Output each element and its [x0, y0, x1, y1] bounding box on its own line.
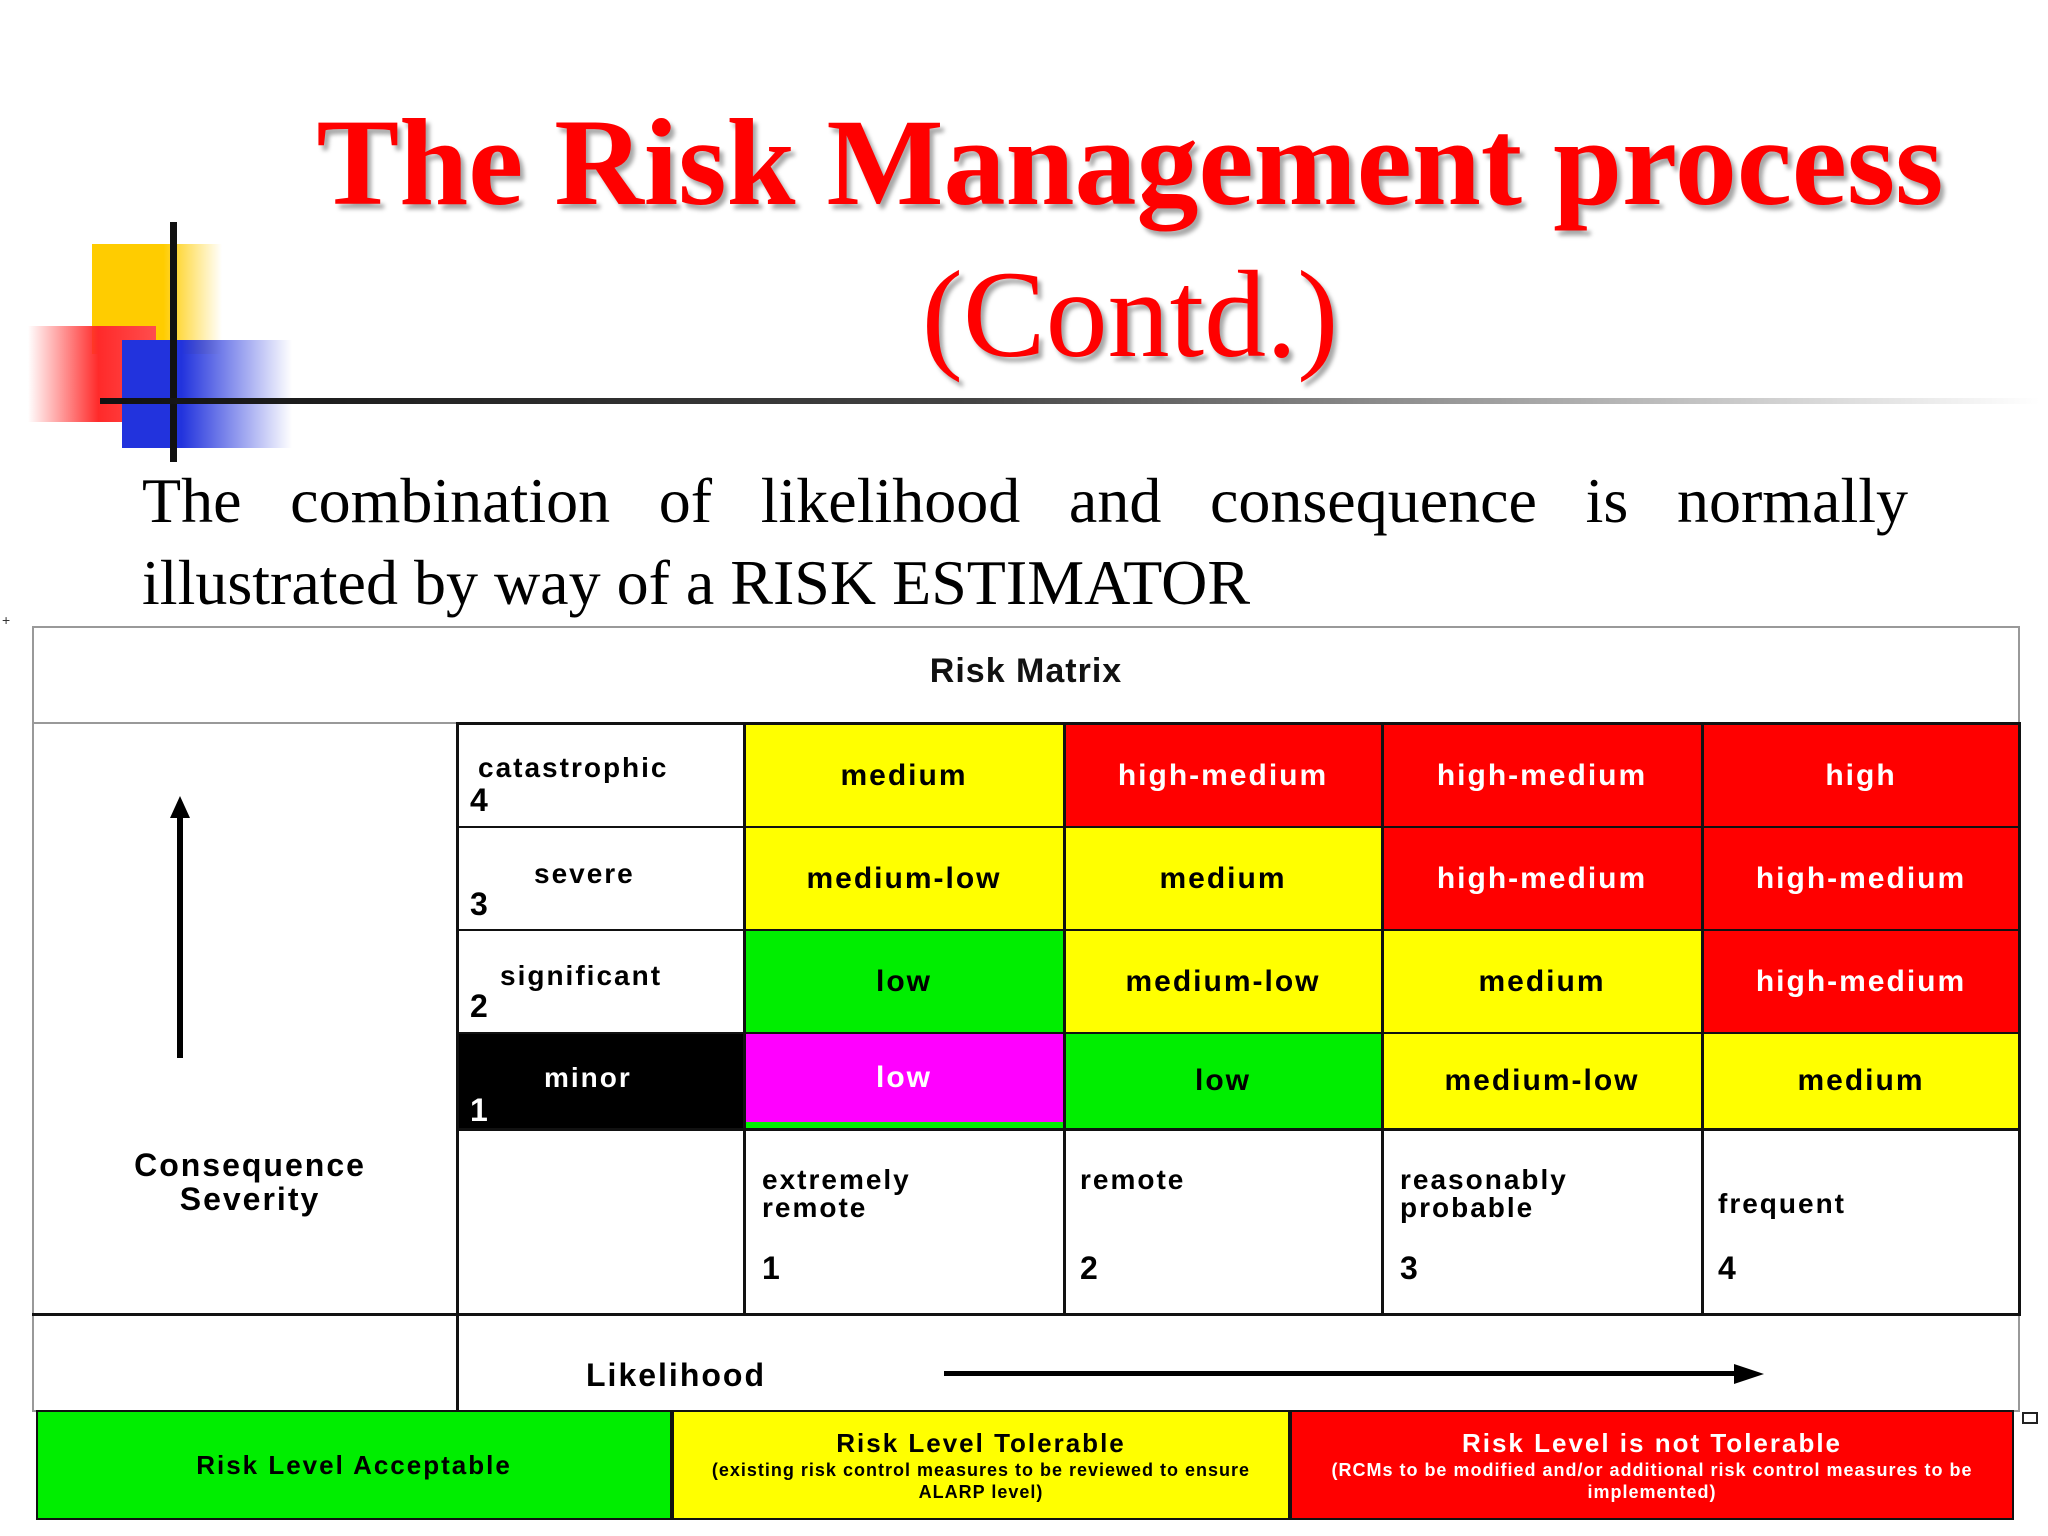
grid-line [1063, 722, 1066, 1316]
likelihood-number: 1 [762, 1250, 780, 1286]
risk-cell: medium [1702, 1033, 2020, 1129]
likelihood-label: remote [1080, 1164, 1186, 1195]
resize-handle [2022, 1412, 2038, 1424]
move-handle-icon: + [2, 612, 11, 628]
consequence-up-arrow-icon [166, 796, 194, 1058]
risk-cell: high-medium [1064, 724, 1382, 827]
risk-cell: high [1702, 724, 2020, 827]
risk-matrix-title: Risk Matrix [929, 652, 1123, 690]
legend-tolerable [672, 1410, 1290, 1520]
severity-number: 2 [470, 988, 488, 1024]
risk-cell: high-medium [1702, 827, 2020, 930]
likelihood-number: 3 [1400, 1250, 1418, 1286]
risk-cell: medium [744, 724, 1064, 827]
risk-cell: high-medium [1702, 930, 2020, 1033]
risk-cell: low [744, 1033, 1064, 1129]
legend-title: Risk Level Acceptable [196, 1449, 512, 1480]
severity-label: minor [544, 1062, 632, 1093]
likelihood-label: extremely remote [762, 1164, 911, 1223]
slide-subtitle: (Contd.) [921, 246, 1339, 383]
severity-label: significant [500, 960, 663, 991]
decor-horizontal-line [100, 398, 2040, 404]
severity-number: 1 [470, 1092, 488, 1128]
grid-line [456, 826, 2020, 828]
grid-line [456, 1032, 2020, 1034]
risk-cell: medium [1382, 930, 1702, 1033]
grid-line [2018, 722, 2021, 1316]
consequence-axis-label: Consequence Severity [134, 1147, 366, 1217]
grid-line [456, 722, 2020, 725]
severity-number: 4 [470, 782, 488, 818]
risk-cell: high-medium [1382, 827, 1702, 930]
legend-acceptable [36, 1410, 672, 1520]
severity-label: severe [534, 858, 635, 889]
legend-not-tolerable [1290, 1410, 2014, 1520]
slide-title: The Risk Management process [316, 94, 1944, 231]
grid-line [456, 929, 2020, 931]
severity-label: catastrophic [478, 752, 669, 783]
risk-cell: low [1064, 1033, 1382, 1129]
risk-cell: medium [1064, 827, 1382, 930]
grid-line [456, 1128, 2020, 1131]
decor-vertical-line [170, 222, 177, 462]
grid-line [1381, 722, 1384, 1316]
likelihood-right-arrow-icon [944, 1362, 1764, 1386]
legend-title: Risk Level Tolerable [836, 1427, 1126, 1458]
legend-title: Risk Level is not Tolerable [1461, 1427, 1843, 1458]
likelihood-number: 4 [1718, 1250, 1736, 1286]
risk-cell: medium-low [744, 827, 1064, 930]
grid-line [743, 722, 746, 1316]
legend-note: (existing risk control measures to be reviewed to ensure ALARP level) [711, 1459, 1251, 1502]
likelihood-label: reasonably probable [1400, 1164, 1568, 1223]
risk-cell: high-medium [1382, 724, 1702, 827]
grid-line [1701, 722, 1704, 1316]
risk-cell: low [744, 930, 1064, 1033]
likelihood-label: frequent [1718, 1188, 1846, 1219]
likelihood-number: 2 [1080, 1250, 1098, 1286]
risk-cell: medium-low [1382, 1033, 1702, 1129]
grid-line [32, 1313, 2020, 1316]
likelihood-axis-label: Likelihood [586, 1357, 766, 1393]
risk-cell: medium-low [1064, 930, 1382, 1033]
severity-number: 3 [470, 886, 488, 922]
intro-paragraph: The combination of likelihood and consequence is normally illustrated by way of a RISK ESTIMATOR [142, 465, 1908, 618]
legend-note: (RCMs to be modified and/or additional risk control measures to be implemented) [1331, 1459, 1973, 1502]
